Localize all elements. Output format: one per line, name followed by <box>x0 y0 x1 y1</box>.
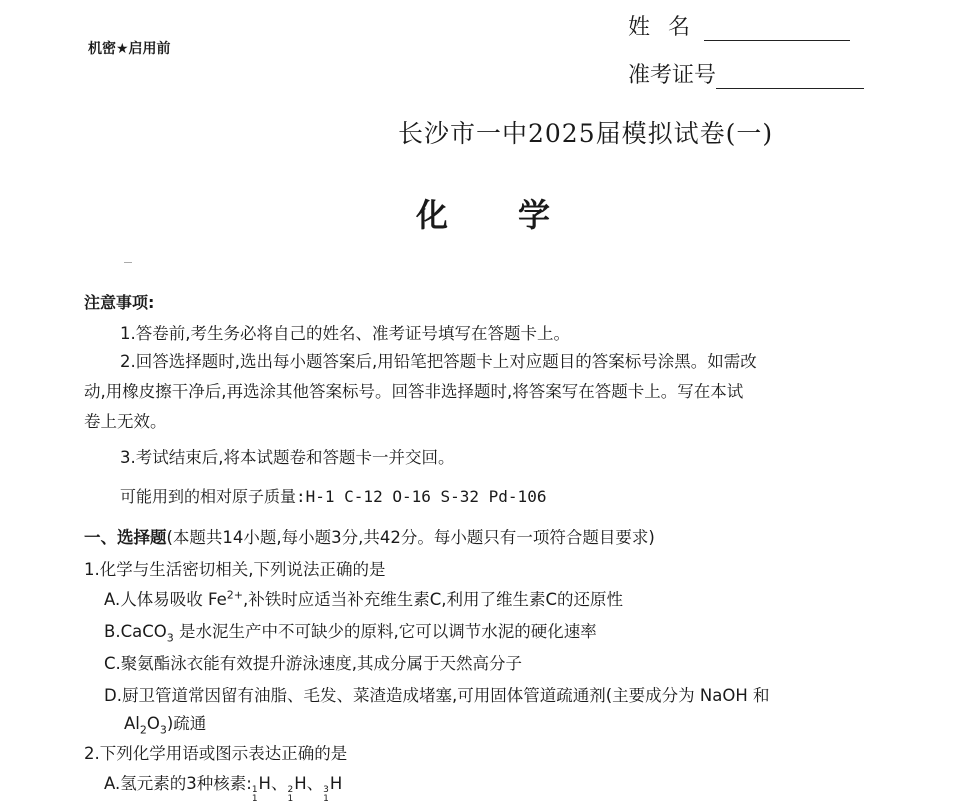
name-label-a: 姓 <box>628 15 651 40</box>
exam-title: 长沙市一中2025届模拟试卷(一) <box>398 119 774 148</box>
isotope-2: 2 1 H <box>287 774 307 804</box>
scan-mark <box>124 262 132 263</box>
subject-char-2: 学 <box>518 196 551 234</box>
section-1-heading <box>84 524 655 548</box>
name-blank[interactable] <box>704 14 850 41</box>
question-2-stem: 2.下列化学用语或图示表达正确的是 <box>84 744 348 763</box>
section-1-title: 一、选择题 <box>84 528 167 547</box>
question-1-option-d-line-2: $Al_2O_3$)疏通 <box>124 714 207 737</box>
question-1-option-c: C.聚氨酯泳衣能有效提升游泳速度,其成分属于天然高分子 <box>104 654 523 673</box>
notice-item-3: 3.考试结束后,将本试题卷和答题卡一并交回。 <box>120 448 455 467</box>
section-1-desc: (本题共14小题,每小题3分,共42分。每小题只有一项符合题目要求) <box>166 528 655 547</box>
name-field <box>628 10 850 41</box>
isotope-3: 3 1 H <box>323 774 343 804</box>
subject-title <box>416 190 550 236</box>
notice-item-1: 1.答卷前,考生务必将自己的姓名、准考证号填写在答题卡上。 <box>120 324 570 343</box>
isotope-1: 1 1 H <box>251 774 271 804</box>
notice-item-2-line-2: 动,用橡皮擦干净后,再选涂其他答案标号。回答非选择题时,将答案写在答题卡上。写在本试 <box>84 382 744 401</box>
exam-id-label: 准考证号 <box>628 63 717 88</box>
confidential-label: 机密★启用前 <box>88 41 171 57</box>
question-1-option-b: B.CaCO$_3$ 是水泥生产中不可缺少的原料,它可以调节水泥的硬化速率 <box>104 622 597 645</box>
question-2-option-a: A.氢元素的3种核素: 1 1 H、 2 1 H、 3 1 H <box>104 774 343 804</box>
question-1-option-a: A.人体易吸收 $Fe^{2+}$,补铁时应适当补充维生素C,利用了维生素C的还原性 <box>104 588 623 609</box>
notice-heading: 注意事项: <box>84 293 155 312</box>
subject-char-1: 化 <box>416 196 449 234</box>
notice-item-2-line-1: 2.回答选择题时,选出每小题答案后,用铅笔把答题卡上对应题目的答案标号涂黑。如需改 <box>120 352 757 371</box>
notice-item-2-line-3: 卷上无效。 <box>84 412 167 431</box>
exam-id-blank[interactable] <box>716 62 864 89</box>
question-1-stem: 1.化学与生活密切相关,下列说法正确的是 <box>84 560 386 579</box>
name-label-b: 名 <box>668 15 691 40</box>
isotope-list: 1 1 H、 2 1 H、 3 1 H <box>251 774 343 804</box>
atomic-mass-line: 可能用到的相对原子质量:H-1 C-12 O-16 S-32 Pd-106 <box>120 487 547 506</box>
exam-id-field <box>628 58 864 89</box>
question-1-option-d-line-1: D.厨卫管道常因留有油脂、毛发、菜渣造成堵塞,可用固体管道疏通剂(主要成分为 NaOH 和 <box>104 686 770 705</box>
